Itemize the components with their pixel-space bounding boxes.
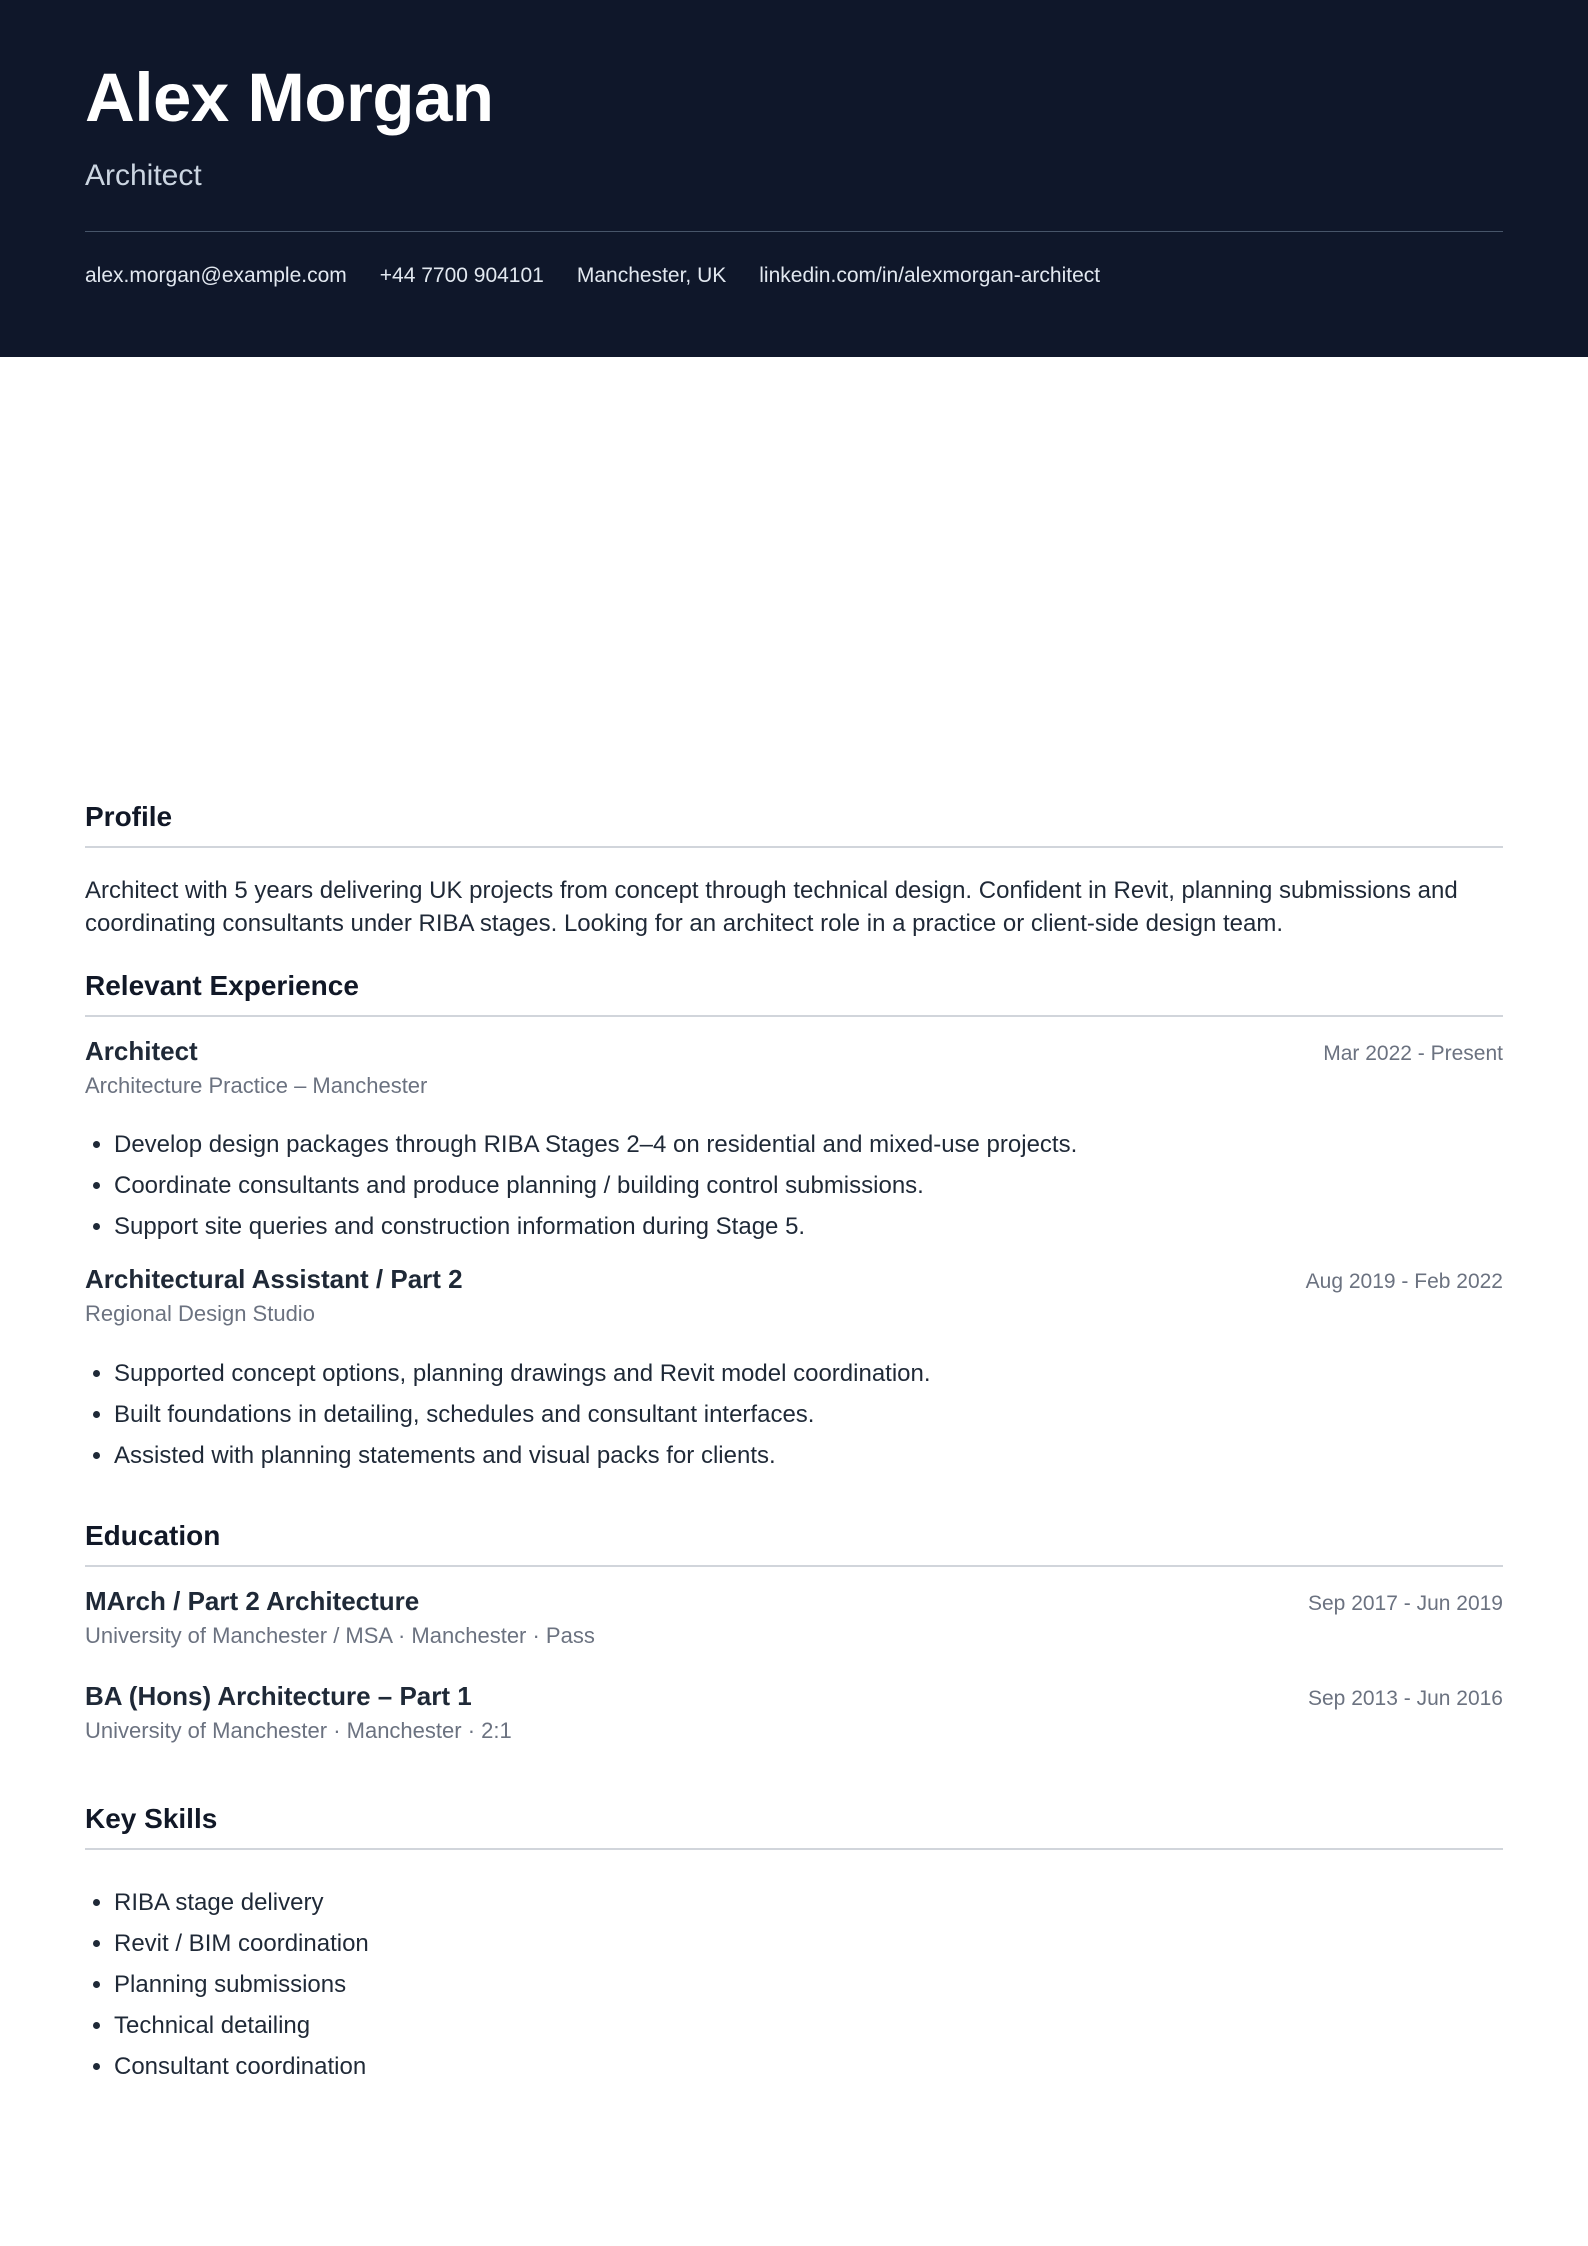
section-divider xyxy=(85,1565,1503,1567)
job-entry xyxy=(85,1036,1503,1099)
profile-text: Architect with 5 years delivering UK projects from concept through technical design. Confident in Revit, planning submissions and coordinating consultants under RIBA stages. Looking for an architect role in a practice or client-side design team. xyxy=(85,877,1458,937)
list-item: • Revit / BIM coordination xyxy=(114,1923,1503,1964)
experience-section xyxy=(85,969,1503,1017)
education-dates: Sep 2017 - Jun 2019 xyxy=(1308,1592,1503,1615)
job-dates: Aug 2019 - Feb 2022 xyxy=(1305,1270,1503,1293)
candidate-role: Architect xyxy=(85,159,202,192)
list-item: • Built foundations in detailing, schedules and consultant interfaces. xyxy=(114,1394,1503,1435)
list-item: • Supported concept options, planning drawings and Revit model coordination. xyxy=(114,1353,1503,1394)
section-divider xyxy=(85,1015,1503,1017)
contact-phone[interactable]: +44 7700 904101 xyxy=(379,264,544,287)
section-title-education: Education xyxy=(85,1520,221,1551)
skills-list xyxy=(85,1882,1503,2087)
section-title-skills: Key Skills xyxy=(85,1803,218,1834)
job-company: Architecture Practice – Manchester xyxy=(85,1073,428,1098)
education-degree: MArch / Part 2 Architecture xyxy=(85,1586,420,1616)
job-bullets xyxy=(85,1124,1503,1247)
section-divider xyxy=(85,846,1503,848)
job-title: Architectural Assistant / Part 2 xyxy=(85,1264,463,1294)
list-item: • RIBA stage delivery xyxy=(114,1882,1503,1923)
education-degree: BA (Hons) Architecture – Part 1 xyxy=(85,1681,472,1711)
education-entry xyxy=(85,1681,1503,1744)
job-entry xyxy=(85,1264,1503,1327)
education-entry xyxy=(85,1586,1503,1649)
job-bullets xyxy=(85,1353,1503,1476)
education-dates: Sep 2013 - Jun 2016 xyxy=(1308,1687,1503,1710)
candidate-name: Alex Morgan xyxy=(85,59,494,136)
list-item: • Consultant coordination xyxy=(114,2046,1503,2087)
education-section xyxy=(85,1519,1503,1567)
list-item: • Coordinate consultants and produce planning / building control submissions. xyxy=(114,1165,1503,1206)
contact-linkedin[interactable]: linkedin.com/in/alexmorgan-architect xyxy=(759,264,1101,287)
contact-email[interactable]: alex.morgan@example.com xyxy=(85,264,347,287)
profile-section xyxy=(85,800,1503,848)
skills-section xyxy=(85,1802,1503,1850)
education-details: University of Manchester · Manchester · 2:1 xyxy=(85,1718,512,1743)
list-item: • Support site queries and construction information during Stage 5. xyxy=(114,1206,1503,1247)
job-dates: Mar 2022 - Present xyxy=(1323,1042,1503,1065)
resume-header xyxy=(0,0,1588,357)
contact-location: Manchester, UK xyxy=(576,264,727,287)
job-company: Regional Design Studio xyxy=(85,1301,315,1326)
section-title-experience: Relevant Experience xyxy=(85,970,359,1001)
section-divider xyxy=(85,1848,1503,1850)
list-item: • Technical detailing xyxy=(114,2005,1503,2046)
list-item: • Develop design packages through RIBA Stages 2–4 on residential and mixed-use projects. xyxy=(114,1124,1503,1165)
contact-list xyxy=(85,264,1100,288)
header-divider xyxy=(85,231,1503,232)
list-item: • Assisted with planning statements and visual packs for clients. xyxy=(114,1435,1503,1476)
education-details: University of Manchester / MSA · Manchester · Pass xyxy=(85,1623,595,1648)
section-title-profile: Profile xyxy=(85,801,173,832)
job-title: Architect xyxy=(85,1036,198,1066)
list-item: • Planning submissions xyxy=(114,1964,1503,2005)
